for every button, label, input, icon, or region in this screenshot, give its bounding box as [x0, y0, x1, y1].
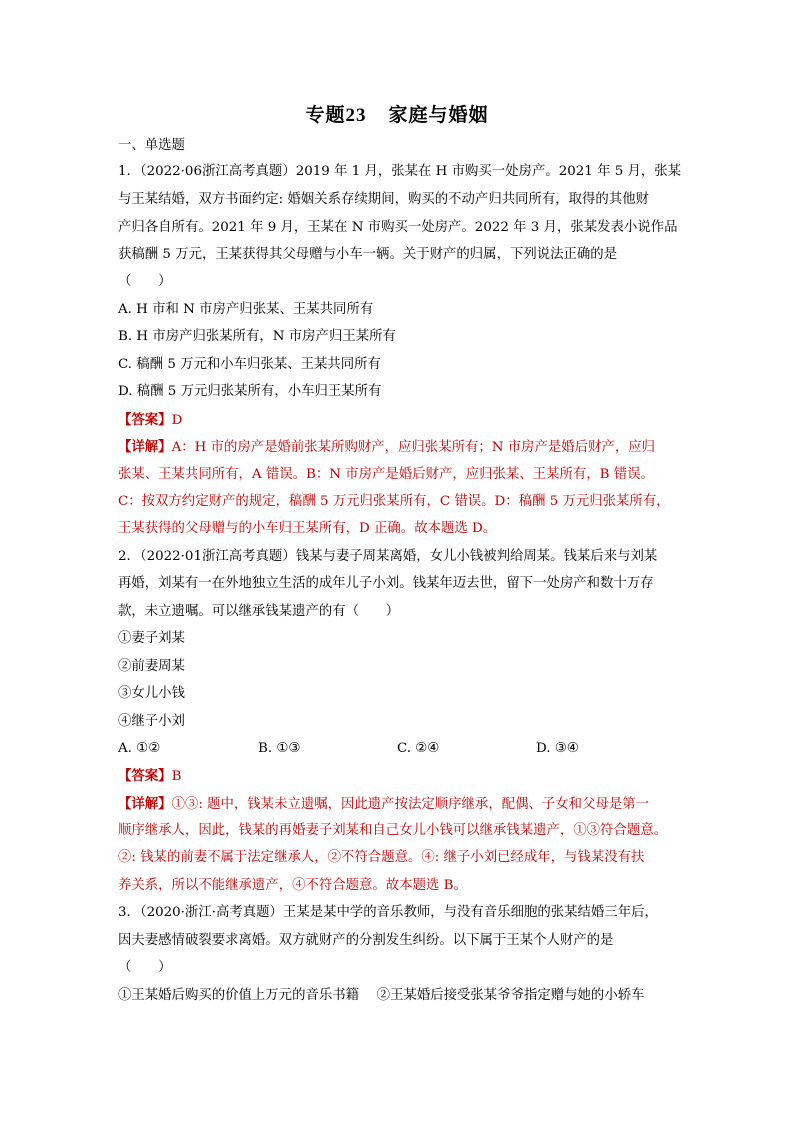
answer-tag: 【答案】 — [118, 768, 172, 784]
q1-stem-line: 产归各自所有。2021 年 9 月，王某在 N 市购买一处房产。2022 年 3 月，张某发表小说作品 — [118, 220, 678, 235]
q2-option-a: A. ①② — [118, 741, 161, 756]
q1-option-c: C. 稿酬 5 万元和小车归张某、王某共同所有 — [118, 357, 381, 372]
q1-detail-line: C：按双方约定财产的规定，稿酬 5 万元归张某所有，C 错误。D：稿酬 5 万元归张某所有， — [118, 494, 670, 509]
q3-stem-line: 因夫妻感情破裂要求离婚。双方就财产的分割发生纠纷。以下属于王某个人财产的是 — [118, 933, 614, 948]
q2-option-b: B. ①③ — [258, 741, 301, 756]
q1-detail-line — [118, 438, 678, 457]
q2-option-d: D. ③④ — [536, 741, 579, 756]
page-title — [0, 100, 794, 127]
q3-stem-line: 3．（2020·浙江·高考真题）王某是某中学的音乐教师，与没有音乐细胞的张某结婚三年后， — [118, 905, 658, 920]
section-heading: 一、单选题 — [118, 138, 185, 153]
q1-option-a: A. H 市和 N 市房产归张某、王某共同所有 — [118, 302, 374, 317]
q1-option-b: B. H 市房产归张某所有，N 市房产归王某所有 — [118, 329, 396, 344]
q1-stem-line: 与王某结婚，双方书面约定: 婚姻关系存续期间，购买的不动产归共同所有，取得的其他财 — [118, 192, 649, 207]
q1-detail-line: 王某获得的父母赠与的小车归王某所有，D 正确。故本题选 D。 — [118, 521, 497, 536]
q2-option-c: C. ②④ — [397, 741, 440, 756]
q2-item: ②前妻周某 — [118, 659, 185, 674]
q2-detail-line — [118, 795, 678, 814]
detail-tag: 【详解】 — [118, 439, 172, 455]
q2-detail-line: ②: 钱某的前妻不属于法定继承人，②不符合题意。④: 继子小刘已经成年，与钱某没有扶 — [118, 850, 645, 865]
title-name: 家庭与婚姻 — [388, 104, 489, 126]
q1-detail-line: 张某、王某共同所有，A 错误。B：N 市房产是婚后财产，应归张某、王某所有，B 错误。 — [118, 467, 654, 482]
q2-stem-line: 2．（2022·01浙江高考真题）钱某与妻子周某离婚，女儿小钱被判给周某。钱某后来与刘某 — [118, 549, 658, 564]
q1-option-d: D. 稿酬 5 万元归张某所有，小车归王某所有 — [118, 384, 382, 399]
title-number: 23 — [345, 105, 367, 126]
detail-tag: 【详解】 — [118, 796, 172, 812]
q2-stem-line: 款，未立遗嘱。可以继承钱某遗产的有（ ） — [118, 604, 400, 619]
q3-stem-line: ①王某婚后购买的价值上万元的音乐书籍 ②王某婚后接受张某爷爷指定赠与她的小轿车 — [118, 988, 645, 1003]
answer-tag: 【答案】 — [118, 412, 172, 428]
detail-text: ①③: 题中，钱某未立遗嘱，因此遗产按法定顺序继承，配偶、子女和父母是第一 — [171, 797, 649, 812]
detail-text: A：H 市的房产是婚前张某所购财产，应归张某所有；N 市房产是婚后财产，应归 — [171, 440, 656, 455]
q2-detail-line: 养关系，所以不能继承遗产，④不符合题意。故本题选 B。 — [118, 878, 467, 893]
q2-answer — [118, 767, 678, 786]
q1-answer — [118, 411, 678, 430]
q2-item: ①妻子刘某 — [118, 631, 185, 646]
q3-stem-line: （ ） — [118, 960, 172, 975]
q2-detail-line: 顺序继承人，因此，钱某的再婚妻子刘某和自己女儿小钱可以继承钱某遗产，①③符合题意。 — [118, 823, 668, 838]
q2-stem-line: 再婚，刘某有一在外地独立生活的成年儿子小刘。钱某年迈去世，留下一处房产和数十万存 — [118, 576, 654, 591]
q2-item: ④继子小刘 — [118, 714, 185, 729]
q1-stem-line: 获稿酬 5 万元，王某获得其父母赠与小车一辆。关于财产的归属，下列说法正确的是 — [118, 247, 618, 262]
title-prefix: 专题 — [305, 104, 346, 126]
answer-value: D — [171, 413, 183, 428]
q2-item: ③女儿小钱 — [118, 686, 185, 701]
answer-value: B — [171, 769, 182, 784]
q1-stem-line: 1．（2022·06浙江高考真题）2019 年 1 月，张某在 H 市购买一处房产。2021 年 5 月，张某 — [118, 164, 682, 179]
q1-stem-line: （ ） — [118, 274, 172, 289]
